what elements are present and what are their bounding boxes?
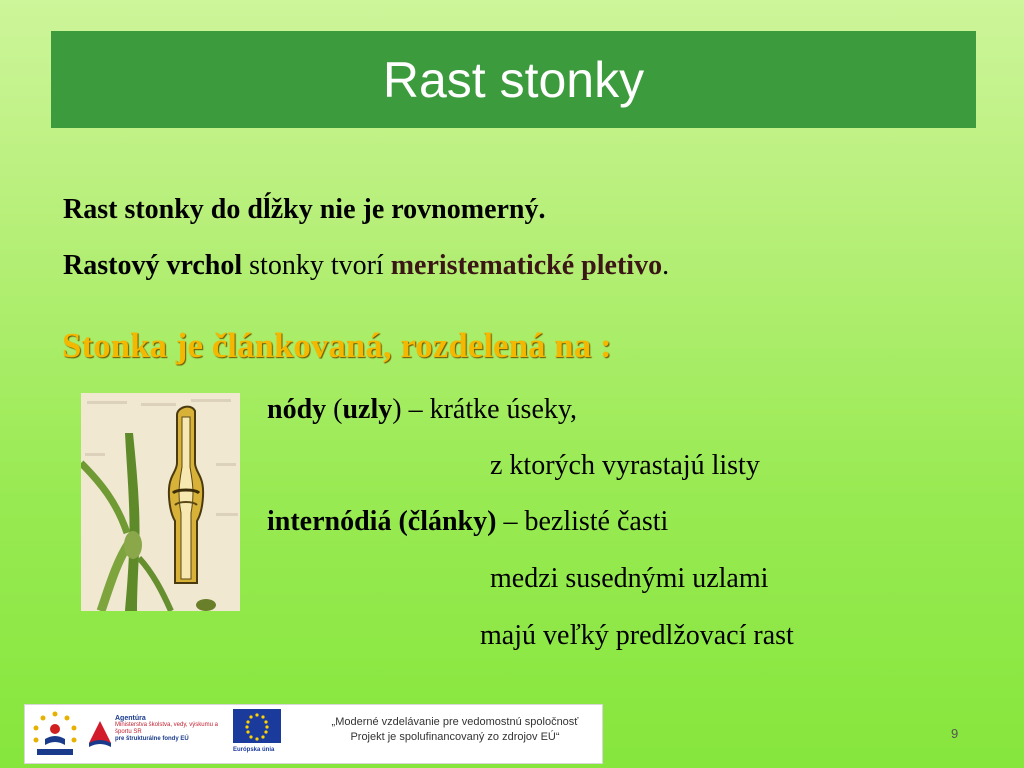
section-heading: Stonka je článkovaná, rozdelená na : <box>62 326 612 365</box>
growth-statement: Rast stonky do dĺžky nie je rovnomerný. <box>63 194 546 225</box>
page-number: 9 <box>951 726 959 741</box>
eu-label: Európska únia <box>233 747 275 753</box>
agency-sub2: pre štrukturálne fondy EÚ <box>115 736 189 742</box>
nodes-continuation: z ktorých vyrastajú listy <box>490 450 760 481</box>
agency-logo <box>87 709 227 759</box>
title-bar <box>51 31 976 128</box>
nodes-rest: ) – krátke úseky, <box>392 394 578 425</box>
footer-quote-line2: Projekt je spolufinancovaný zo zdrojov EÚ“ <box>350 731 560 743</box>
term-nodes: nódy <box>267 394 327 425</box>
nodes-definition <box>267 394 577 426</box>
stem-illustration <box>81 393 240 611</box>
footer-logo-strip <box>24 704 603 764</box>
internodes-continuation-1: medzi susednými uzlami <box>490 563 769 594</box>
agency-label: Agentúra <box>115 715 146 722</box>
term-internodes: internódiá (články) <box>267 506 497 537</box>
eu-flag-icon <box>233 709 281 745</box>
slide-title: Rast stonky <box>382 51 645 108</box>
apex-period: . <box>662 250 670 281</box>
apex-statement <box>63 250 669 282</box>
term-uzly: uzly <box>342 394 393 425</box>
internodes-rest: – bezlisté časti <box>496 506 669 537</box>
agency-sub1: Ministerstva školstva, vedy, výskumu a športu SR <box>115 722 218 735</box>
footer-quote <box>311 715 599 745</box>
footer-quote-line1: „Moderné vzdelávanie pre vedomostnú spoločnosť <box>331 716 579 728</box>
eu-logo <box>233 709 283 759</box>
nodes-paren-open: ( <box>326 394 343 425</box>
op-logo <box>29 709 81 759</box>
internodes-definition <box>267 506 668 538</box>
term-apex: Rastový vrchol <box>63 250 243 281</box>
term-meristem: meristematické pletivo <box>390 250 663 281</box>
internodes-continuation-2: majú veľký predlžovací rast <box>480 620 794 651</box>
book-icon <box>87 715 113 749</box>
apex-text: stonky tvorí <box>242 250 391 281</box>
